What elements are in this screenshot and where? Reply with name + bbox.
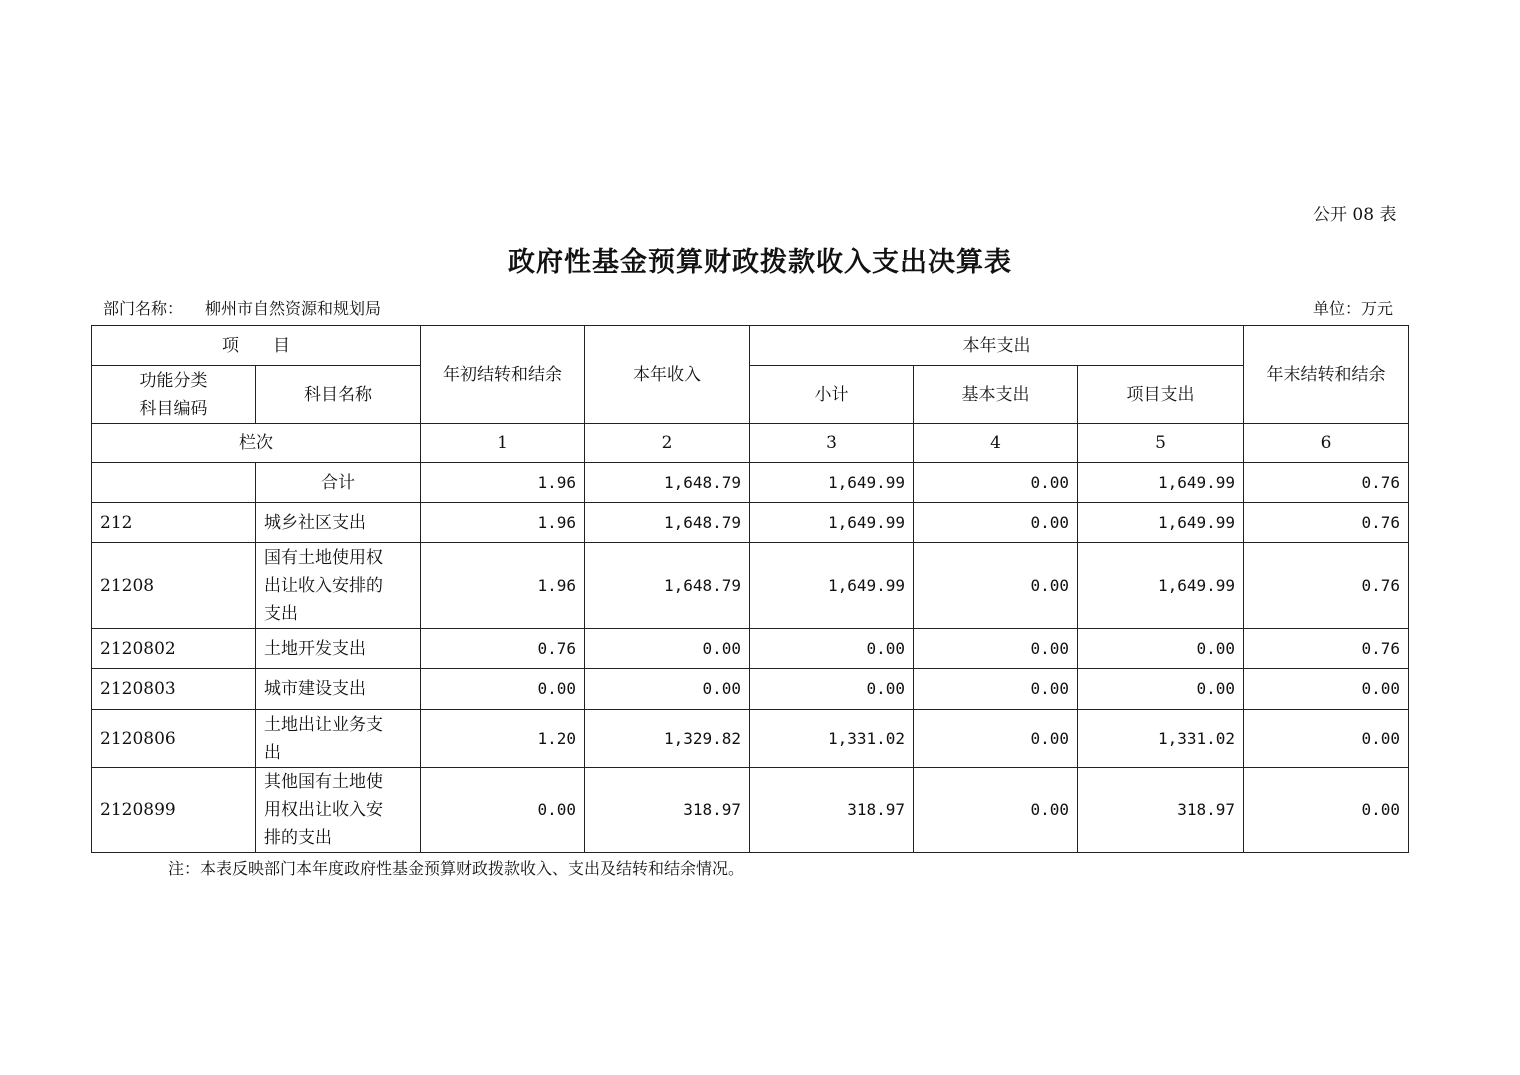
row-end-balance: 0.76 — [1244, 463, 1409, 503]
row-income: 0.00 — [585, 629, 750, 669]
table-row — [92, 463, 1409, 503]
header-code: 功能分类 科目编码 — [92, 366, 256, 424]
row-income: 1,648.79 — [585, 543, 750, 629]
table-row — [92, 629, 1409, 669]
row-begin-balance: 0.00 — [421, 768, 585, 853]
row-code: 21208 — [92, 543, 256, 629]
page-title: 政府性基金预算财政拨款收入支出决算表 — [508, 247, 1012, 278]
row-project: 1,331.02 — [1078, 710, 1244, 768]
header-basic: 基本支出 — [914, 366, 1078, 424]
row-code: 2120802 — [92, 629, 256, 669]
table-row — [92, 503, 1409, 543]
form-number: 公开 08 表 — [1313, 205, 1397, 225]
row-income: 0.00 — [585, 669, 750, 710]
row-end-balance: 0.76 — [1244, 543, 1409, 629]
row-basic: 0.00 — [914, 669, 1078, 710]
row-code — [92, 463, 256, 503]
header-end-balance: 年末结转和结余 — [1244, 326, 1409, 424]
footnote: 注：本表反映部门本年度政府性基金预算财政拨款收入、支出及结转和结余情况。 — [168, 859, 745, 878]
row-code: 2120803 — [92, 669, 256, 710]
row-subtotal: 318.97 — [750, 768, 914, 853]
row-end-balance: 0.00 — [1244, 768, 1409, 853]
row-basic: 0.00 — [914, 543, 1078, 629]
row-name: 其他国有土地使 用权出让收入安 排的支出 — [256, 768, 421, 853]
row-subtotal: 1,649.99 — [750, 543, 914, 629]
header-item: 项 目 — [92, 326, 421, 366]
row-subtotal: 1,331.02 — [750, 710, 914, 768]
column-index: 2 — [585, 424, 750, 463]
row-code: 2120899 — [92, 768, 256, 853]
header-expense: 本年支出 — [750, 326, 1244, 366]
department-label: 部门名称： — [103, 299, 184, 318]
row-begin-balance: 1.96 — [421, 503, 585, 543]
row-name: 城乡社区支出 — [256, 503, 421, 543]
column-index: 5 — [1078, 424, 1244, 463]
row-begin-balance: 1.96 — [421, 463, 585, 503]
header-name: 科目名称 — [256, 366, 421, 424]
row-begin-balance: 1.20 — [421, 710, 585, 768]
row-begin-balance: 0.76 — [421, 629, 585, 669]
row-project: 318.97 — [1078, 768, 1244, 853]
row-project: 1,649.99 — [1078, 503, 1244, 543]
row-basic: 0.00 — [914, 768, 1078, 853]
row-project: 0.00 — [1078, 669, 1244, 710]
department-value: 柳州市自然资源和规划局 — [205, 299, 382, 318]
column-index: 4 — [914, 424, 1078, 463]
row-name: 土地开发支出 — [256, 629, 421, 669]
row-subtotal: 0.00 — [750, 669, 914, 710]
row-end-balance: 0.76 — [1244, 629, 1409, 669]
column-index: 6 — [1244, 424, 1409, 463]
row-subtotal: 0.00 — [750, 629, 914, 669]
row-basic: 0.00 — [914, 629, 1078, 669]
header-subtotal: 小计 — [750, 366, 914, 424]
row-project: 1,649.99 — [1078, 463, 1244, 503]
row-name: 土地出让业务支 出 — [256, 710, 421, 768]
unit-label: 单位：万元 — [1313, 299, 1394, 318]
row-project: 1,649.99 — [1078, 543, 1244, 629]
header-begin-balance: 年初结转和结余 — [421, 326, 585, 424]
row-basic: 0.00 — [914, 503, 1078, 543]
table-row — [92, 710, 1409, 768]
row-subtotal: 1,649.99 — [750, 463, 914, 503]
column-index: 1 — [421, 424, 585, 463]
table-row — [92, 768, 1409, 853]
row-basic: 0.00 — [914, 463, 1078, 503]
row-name: 城市建设支出 — [256, 669, 421, 710]
table-row — [92, 543, 1409, 629]
row-name: 国有土地使用权 出让收入安排的 支出 — [256, 543, 421, 629]
budget-table — [91, 325, 1409, 853]
row-income: 318.97 — [585, 768, 750, 853]
row-end-balance: 0.00 — [1244, 710, 1409, 768]
row-income: 1,648.79 — [585, 463, 750, 503]
row-end-balance: 0.76 — [1244, 503, 1409, 543]
table-row — [92, 669, 1409, 710]
row-basic: 0.00 — [914, 710, 1078, 768]
department — [103, 296, 381, 319]
header-income: 本年收入 — [585, 326, 750, 424]
row-end-balance: 0.00 — [1244, 669, 1409, 710]
row-begin-balance: 0.00 — [421, 669, 585, 710]
row-name: 合计 — [256, 463, 421, 503]
row-income: 1,329.82 — [585, 710, 750, 768]
row-begin-balance: 1.96 — [421, 543, 585, 629]
column-index-label: 栏次 — [92, 424, 421, 463]
column-index: 3 — [750, 424, 914, 463]
header-project: 项目支出 — [1078, 366, 1244, 424]
row-income: 1,648.79 — [585, 503, 750, 543]
row-project: 0.00 — [1078, 629, 1244, 669]
row-code: 2120806 — [92, 710, 256, 768]
row-code: 212 — [92, 503, 256, 543]
row-subtotal: 1,649.99 — [750, 503, 914, 543]
